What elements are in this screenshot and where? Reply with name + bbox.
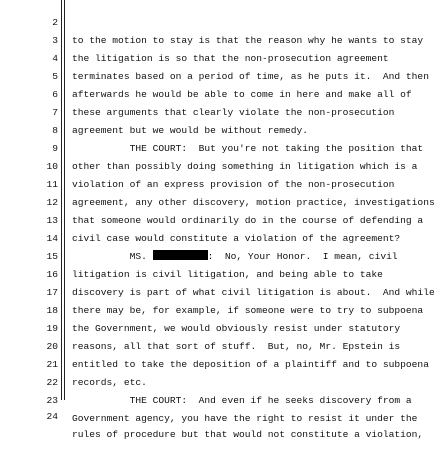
line-number: 21 [46,359,58,370]
line-number: 12 [46,197,58,208]
line-number: 6 [52,89,58,100]
line-text: THE COURT: And even if he seeks discovery from a [72,395,412,406]
line-text: reasons, all that sort of stuff. But, no, Mr. Epstein is [72,341,401,352]
line-text: records, etc. [72,377,147,388]
line-text: agreement but we would be without remedy. [72,125,309,136]
line-number: 16 [46,269,58,280]
line-text: entitled to take the deposition of a plaintiff and to subpoena [72,359,429,370]
line-number: 10 [46,161,58,172]
line-text: that someone would ordinarily do in the course of defending a [72,215,424,226]
line-number: 5 [52,71,58,82]
speaker-prefix: MS. [72,251,153,262]
line-number: 18 [46,305,58,316]
line-text: the Government, we would obviously resist under statutory [72,323,401,334]
line-text: civil case would constitute a violation of the agreement? [72,233,401,244]
line-number: 17 [46,287,58,298]
line-number: 23 [46,395,58,406]
line-text: other than possibly doing something in litigation which is a [72,161,418,172]
line-number: 3 [52,35,58,46]
transcript-line [0,0,424,46]
line-text: discovery is part of what civil litigation is about. And while [72,287,435,298]
line-text: agreement, any other discovery, motion practice, investigations [72,197,435,208]
line-number: 4 [52,53,58,64]
speaker-remark: : No, Your Honor. I mean, civil [207,251,398,262]
line-number: 2 [52,17,58,28]
line-text: violation of an express provision of the non-prosecution [72,179,395,190]
line-number: 14 [46,233,58,244]
line-number: 13 [46,215,58,226]
line-text: terminates based on a period of time, as he puts it. And then [72,71,429,82]
line-text: there may be, for example, if someone were to try to subpoena [72,305,424,316]
line-text: Government agency, you have the right to resist it under the [72,413,418,424]
line-number: 20 [46,341,58,352]
line-number: 19 [46,323,58,334]
line-text: these arguments that clearly violate the non-prosecution [72,107,395,118]
line-text: litigation is civil litigation, and being able to take [72,269,383,280]
line-text: to the motion to stay is that the reason why he wants to stay [72,35,424,46]
line-number: 24 [46,411,58,422]
line-text: afterwards he would be able to come in here and make all of [72,89,412,100]
line-number: 7 [52,107,58,118]
line-text: rules of procedure but that would not constitute a violation, [72,429,424,440]
line-number: 9 [52,143,58,154]
line-number: 8 [52,125,58,136]
line-number: 11 [46,179,58,190]
line-text: the litigation is so that the non-prosecution agreement [72,53,389,64]
line-text: THE COURT: But you're not taking the position that [72,143,424,154]
line-number: 15 [46,251,58,262]
line-number: 22 [46,377,58,388]
